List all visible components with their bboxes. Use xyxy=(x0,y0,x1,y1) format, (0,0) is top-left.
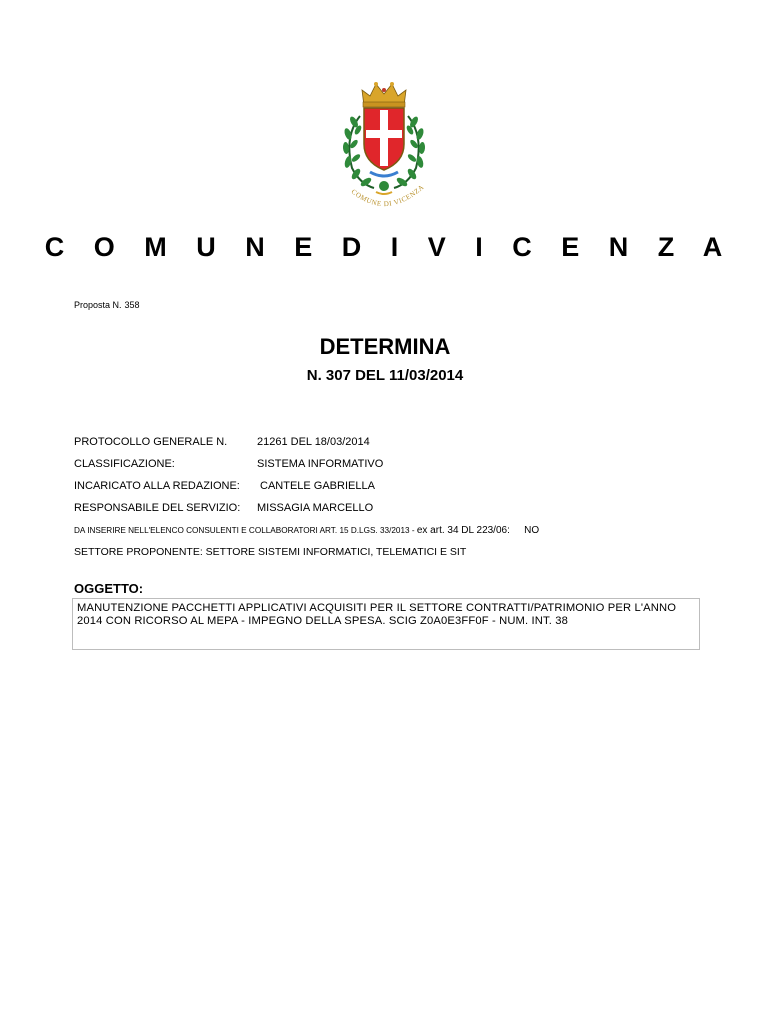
field-value: CANTELE GABRIELLA xyxy=(260,480,375,492)
field-label: RESPONSABILE DEL SERVIZIO: xyxy=(74,502,241,514)
elenco-consulenti-note xyxy=(74,525,539,536)
oggetto-label: OGGETTO: xyxy=(74,581,144,596)
field-label: PROTOCOLLO GENERALE N. xyxy=(74,436,228,448)
city-title: C O M U N E D I V I C E N Z A xyxy=(44,232,734,262)
crown-icon xyxy=(362,82,406,107)
document-type-title: DETERMINA xyxy=(319,334,451,359)
field-label: INCARICATO ALLA REDAZIONE: xyxy=(74,480,240,492)
settore-proponente: SETTORE PROPONENTE: SETTORE SISTEMI INFORMATICI, TELEMATICI E SIT xyxy=(74,546,467,558)
field-value: MISSAGIA MARCELLO xyxy=(257,502,374,514)
oggetto-text-box: MANUTENZIONE PACCHETTI APPLICATIVI ACQUISITI PER IL SETTORE CONTRATTI/PATRIMONIO PER L'ANNO 2014 CON RICORSO AL MEPA - IMPEGNO DELLA SPESA. SCIG Z0A0E3FF0F - NUM. INT. 38 xyxy=(72,598,700,650)
proposta-label: Proposta N. xyxy=(74,300,122,310)
proposta-number xyxy=(74,300,143,310)
elenco-text: DA INSERIRE NELL'ELENCO CONSULENTI E COLLABORATORI ART. 15 D.LGS. 33/2013 - xyxy=(74,526,415,535)
field-value: SISTEMA INFORMATIVO xyxy=(257,458,384,470)
elenco-value: NO xyxy=(524,525,540,536)
crest-motto: COMUNE DI VICENZA xyxy=(349,182,426,209)
shield-icon xyxy=(364,108,404,170)
proposta-value: 358 xyxy=(124,300,140,310)
field-label: CLASSIFICAZIONE: xyxy=(74,458,175,470)
document-number: N. 307 DEL 11/03/2014 xyxy=(306,367,464,384)
coat-of-arms-logo xyxy=(330,76,438,216)
field-value: 21261 DEL 18/03/2014 xyxy=(257,436,370,448)
elenco-ref: ex art. 34 DL 223/06: xyxy=(416,525,510,536)
